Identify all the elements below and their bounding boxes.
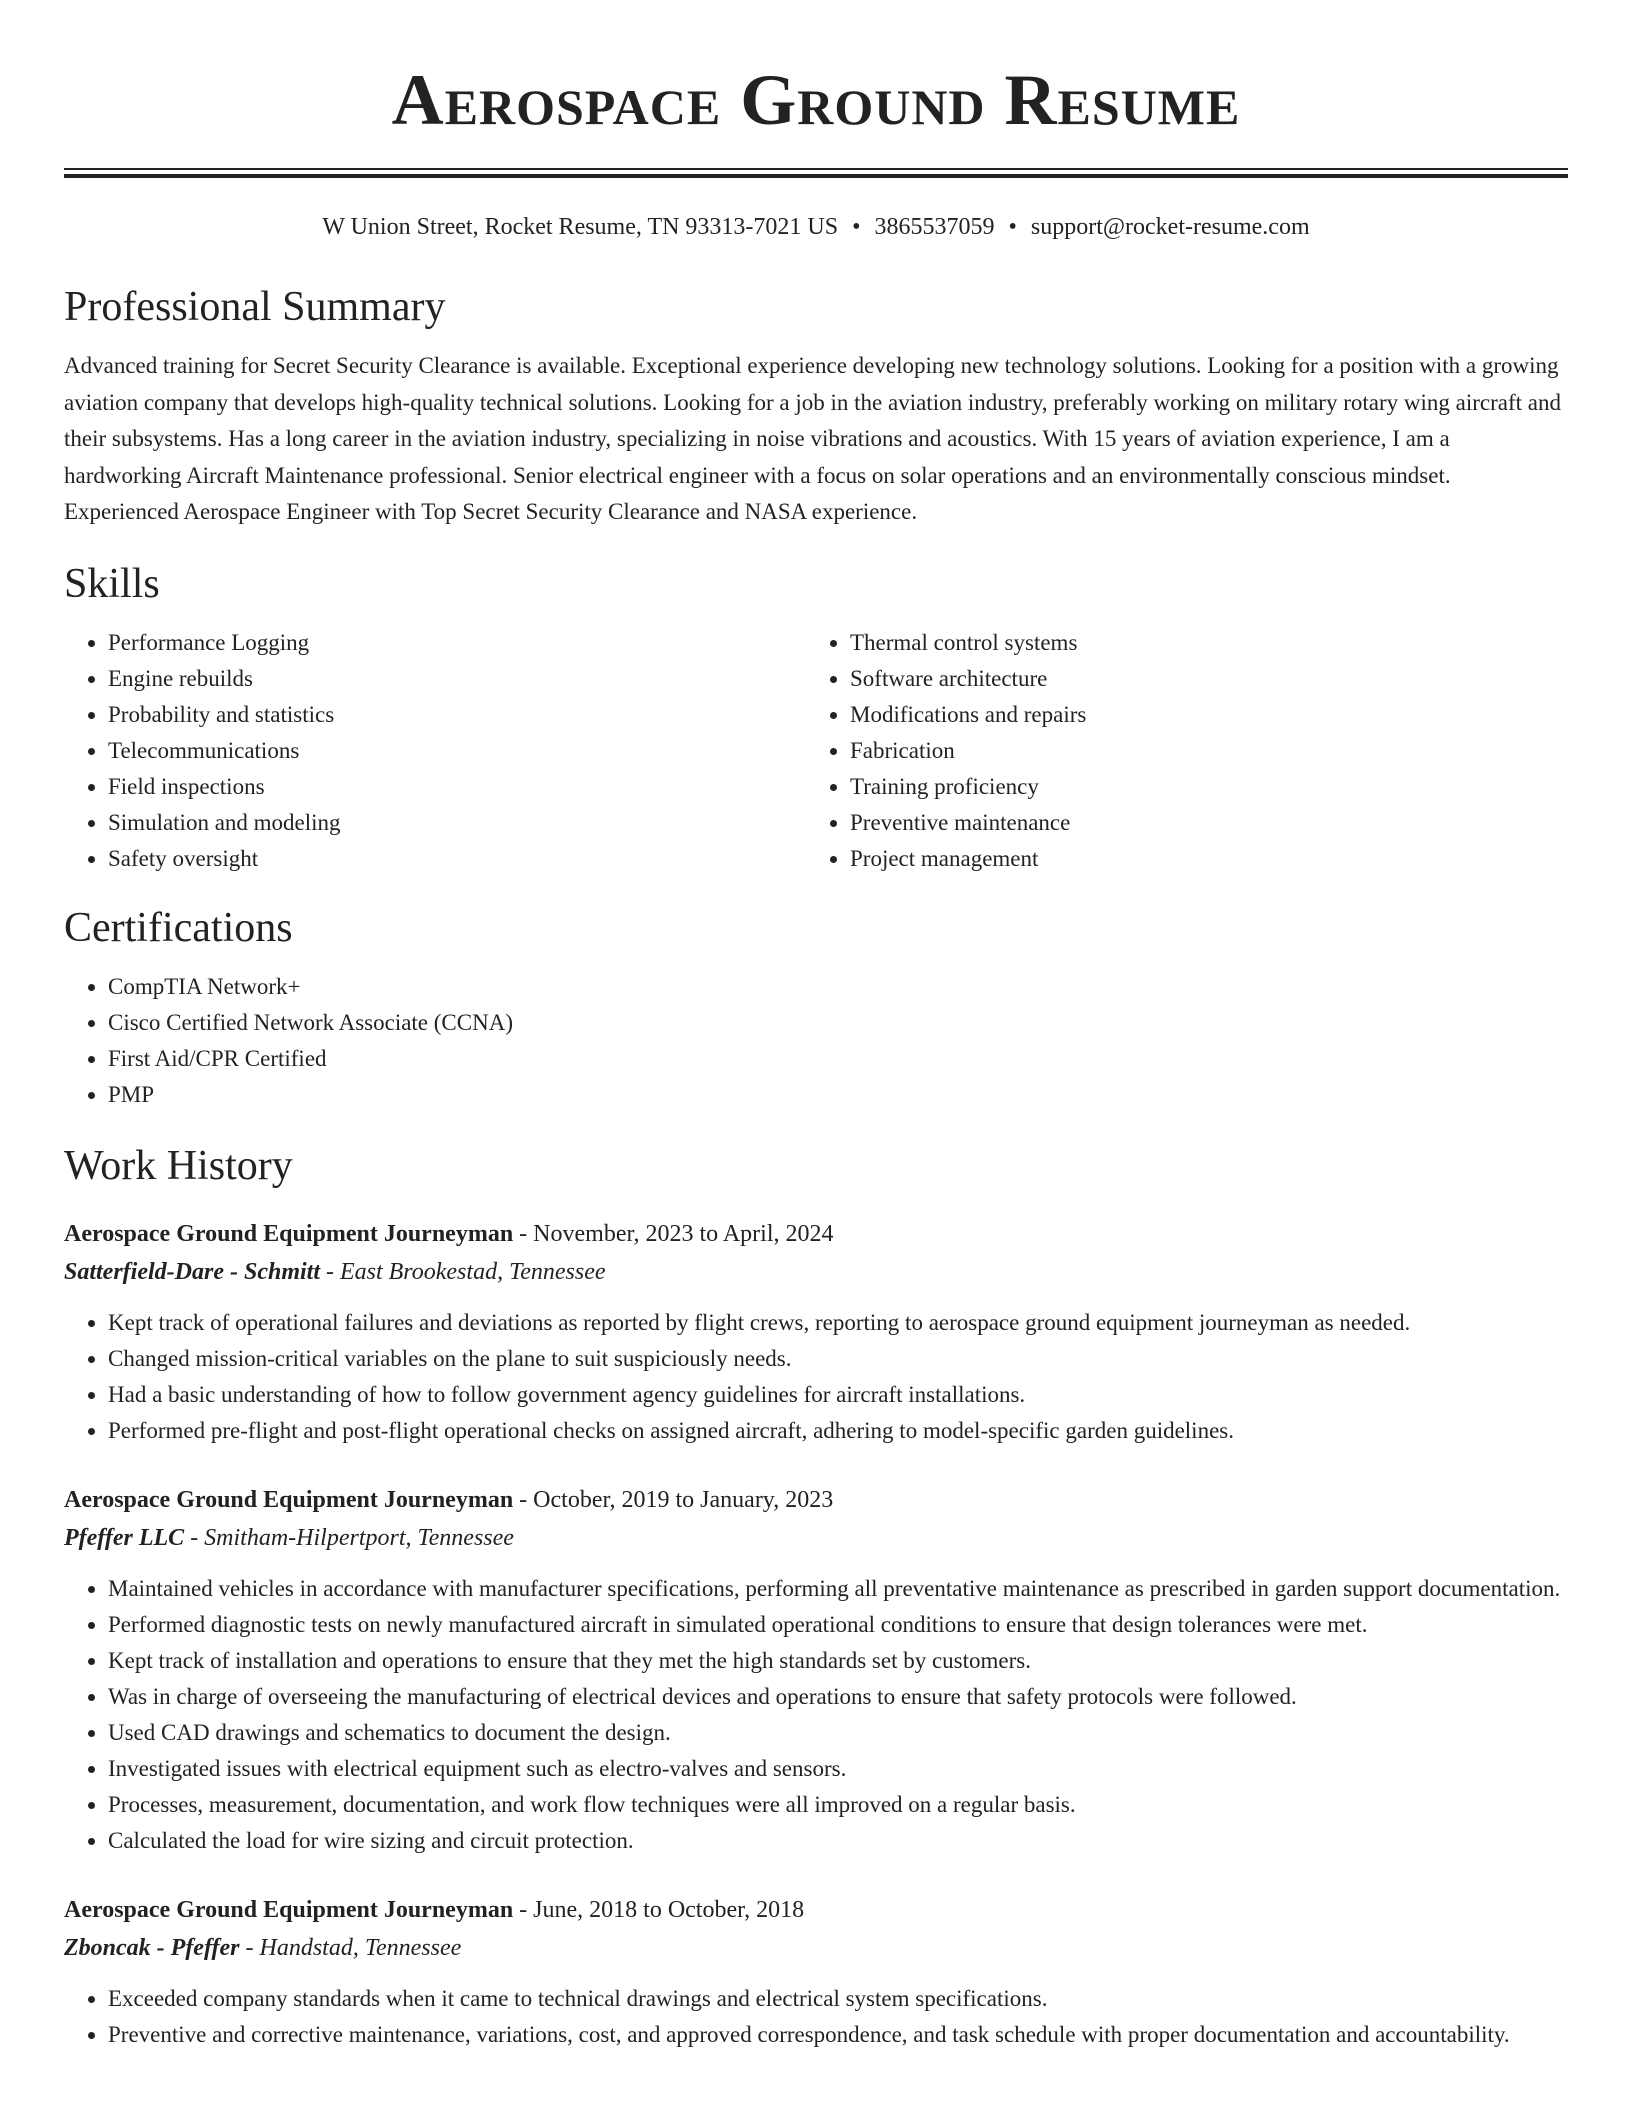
job-bullet: • Investigated issues with electrical equipment such as electro-valves and sensors. bbox=[108, 1751, 1568, 1787]
job-bullet: • Calculated the load for wire sizing and circuit protection. bbox=[108, 1823, 1568, 1859]
title-divider bbox=[64, 168, 1568, 178]
job-bullet: • Maintained vehicles in accordance with manufacturer specifications, performing all preventative maintenance as prescribed in garden support documentation. bbox=[108, 1571, 1568, 1607]
job-bullets bbox=[64, 1571, 1568, 1859]
skill-item: • Modifications and repairs bbox=[850, 697, 1548, 733]
skill-item: • Safety oversight bbox=[108, 841, 806, 877]
skill-item: • Project management bbox=[850, 841, 1548, 877]
contact-address: W Union Street, Rocket Resume, TN 93313-7021 US bbox=[322, 214, 839, 240]
job-dates: - November, 2023 to April, 2024 bbox=[513, 1220, 834, 1247]
job-title: Aerospace Ground Equipment Journeyman bbox=[64, 1486, 514, 1513]
skill-item: • Simulation and modeling bbox=[108, 805, 806, 841]
skill-item: • Fabrication bbox=[850, 733, 1548, 769]
contact-separator: • bbox=[852, 214, 861, 240]
skill-item: • Software architecture bbox=[850, 661, 1548, 697]
job-title: Aerospace Ground Equipment Journeyman bbox=[64, 1220, 514, 1247]
contact-email: support@rocket-resume.com bbox=[1030, 214, 1310, 240]
skill-item: • Field inspections bbox=[108, 769, 806, 805]
job-bullet: • Performed diagnostic tests on newly manufactured aircraft in simulated operational conditions to ensure that design tolerances were met. bbox=[108, 1607, 1568, 1643]
job-header bbox=[64, 1891, 1568, 1929]
certification-item: • First Aid/CPR Certified bbox=[108, 1041, 1568, 1077]
certifications-list bbox=[64, 969, 1568, 1113]
skills-grid bbox=[64, 625, 1568, 877]
skill-item: • Performance Logging bbox=[108, 625, 806, 661]
job-entry bbox=[64, 1215, 1568, 1449]
job-title: Aerospace Ground Equipment Journeyman bbox=[64, 1896, 514, 1923]
resume-title: Aerospace Ground Resume bbox=[391, 60, 1241, 140]
contact-separator: • bbox=[1008, 214, 1017, 240]
job-employer bbox=[64, 1253, 1568, 1291]
job-entry bbox=[64, 1481, 1568, 1859]
certifications-heading: Certifications bbox=[64, 904, 293, 951]
job-bullet: • Changed mission-critical variables on the plane to suit suspiciously needs. bbox=[108, 1341, 1568, 1377]
work-history-section bbox=[64, 1141, 1568, 2053]
job-dates: - October, 2019 to January, 2023 bbox=[513, 1486, 834, 1513]
summary-section bbox=[64, 282, 1568, 531]
skills-list-left bbox=[64, 625, 806, 877]
job-bullets bbox=[64, 1981, 1568, 2053]
certifications-section bbox=[64, 903, 1568, 1113]
certification-item: • Cisco Certified Network Associate (CCNA) bbox=[108, 1005, 1568, 1041]
skills-list-right bbox=[806, 625, 1548, 877]
skills-heading: Skills bbox=[64, 560, 160, 607]
job-bullet: • Processes, measurement, documentation, and work flow techniques were all improved on a regular basis. bbox=[108, 1787, 1568, 1823]
skills-section bbox=[64, 559, 1568, 877]
job-company: Satterfield-Dare - Schmitt bbox=[64, 1258, 320, 1285]
job-bullet: • Performed pre-flight and post-flight operational checks on assigned aircraft, adhering to model-specific garden guidelines. bbox=[108, 1413, 1568, 1449]
job-bullet: • Kept track of installation and operations to ensure that they met the high standards set by customers. bbox=[108, 1643, 1568, 1679]
job-header bbox=[64, 1215, 1568, 1253]
job-company: Zboncak - Pfeffer bbox=[64, 1934, 240, 1961]
job-location: - Smitham-Hilpertport, Tennessee bbox=[184, 1524, 514, 1551]
certification-item: • PMP bbox=[108, 1077, 1568, 1113]
job-location: - East Brookestad, Tennessee bbox=[319, 1258, 606, 1285]
summary-text: Advanced training for Secret Security Clearance is available. Exceptional experience developing new technology solutions. Looking for a position with a growing aviation company that develops high-quality technical solutions. Looking for a job in the aviation industry, preferably working on military rotary wing aircraft and their subsystems. Has a long career in the aviation industry, specializing in noise vibrations and acoustics. With 15 years of aviation experience, I am a hardworking Aircraft Maintenance professional. Senior electrical engineer with a focus on solar operations and an environmentally conscious mindset. Experienced Aerospace Engineer with Top Secret Security Clearance and NASA experience. bbox=[64, 353, 1561, 524]
contact-line bbox=[64, 212, 1568, 242]
job-entry bbox=[64, 1891, 1568, 2053]
skill-item: • Telecommunications bbox=[108, 733, 806, 769]
skill-item: • Probability and statistics bbox=[108, 697, 806, 733]
skill-item: • Engine rebuilds bbox=[108, 661, 806, 697]
job-dates: - June, 2018 to October, 2018 bbox=[513, 1896, 805, 1923]
job-header bbox=[64, 1481, 1568, 1519]
summary-heading: Professional Summary bbox=[64, 284, 446, 330]
certification-item: • CompTIA Network+ bbox=[108, 969, 1568, 1005]
contact-phone: 3865537059 bbox=[874, 214, 995, 240]
skill-item: • Thermal control systems bbox=[850, 625, 1548, 661]
job-location: - Handstad, Tennessee bbox=[239, 1934, 462, 1961]
job-bullet: • Exceeded company standards when it came to technical drawings and electrical system specifications. bbox=[108, 1981, 1568, 2017]
job-employer bbox=[64, 1519, 1568, 1557]
job-bullet: • Had a basic understanding of how to follow government agency guidelines for aircraft installations. bbox=[108, 1377, 1568, 1413]
resume-page bbox=[64, 0, 1568, 2053]
job-bullets bbox=[64, 1305, 1568, 1449]
work-history-heading: Work History bbox=[64, 1142, 293, 1189]
job-bullet: • Preventive and corrective maintenance, variations, cost, and approved correspondence, and task schedule with proper documentation and accountability. bbox=[108, 2017, 1568, 2053]
job-bullet: • Used CAD drawings and schematics to document the design. bbox=[108, 1715, 1568, 1751]
job-employer bbox=[64, 1929, 1568, 1967]
skill-item: • Training proficiency bbox=[850, 769, 1548, 805]
job-bullet: • Kept track of operational failures and deviations as reported by flight crews, reporting to aerospace ground equipment journeyman as needed. bbox=[108, 1305, 1568, 1341]
skill-item: • Preventive maintenance bbox=[850, 805, 1548, 841]
job-company: Pfeffer LLC bbox=[64, 1524, 185, 1551]
job-bullet: • Was in charge of overseeing the manufacturing of electrical devices and operations to ensure that safety protocols were followed. bbox=[108, 1679, 1568, 1715]
